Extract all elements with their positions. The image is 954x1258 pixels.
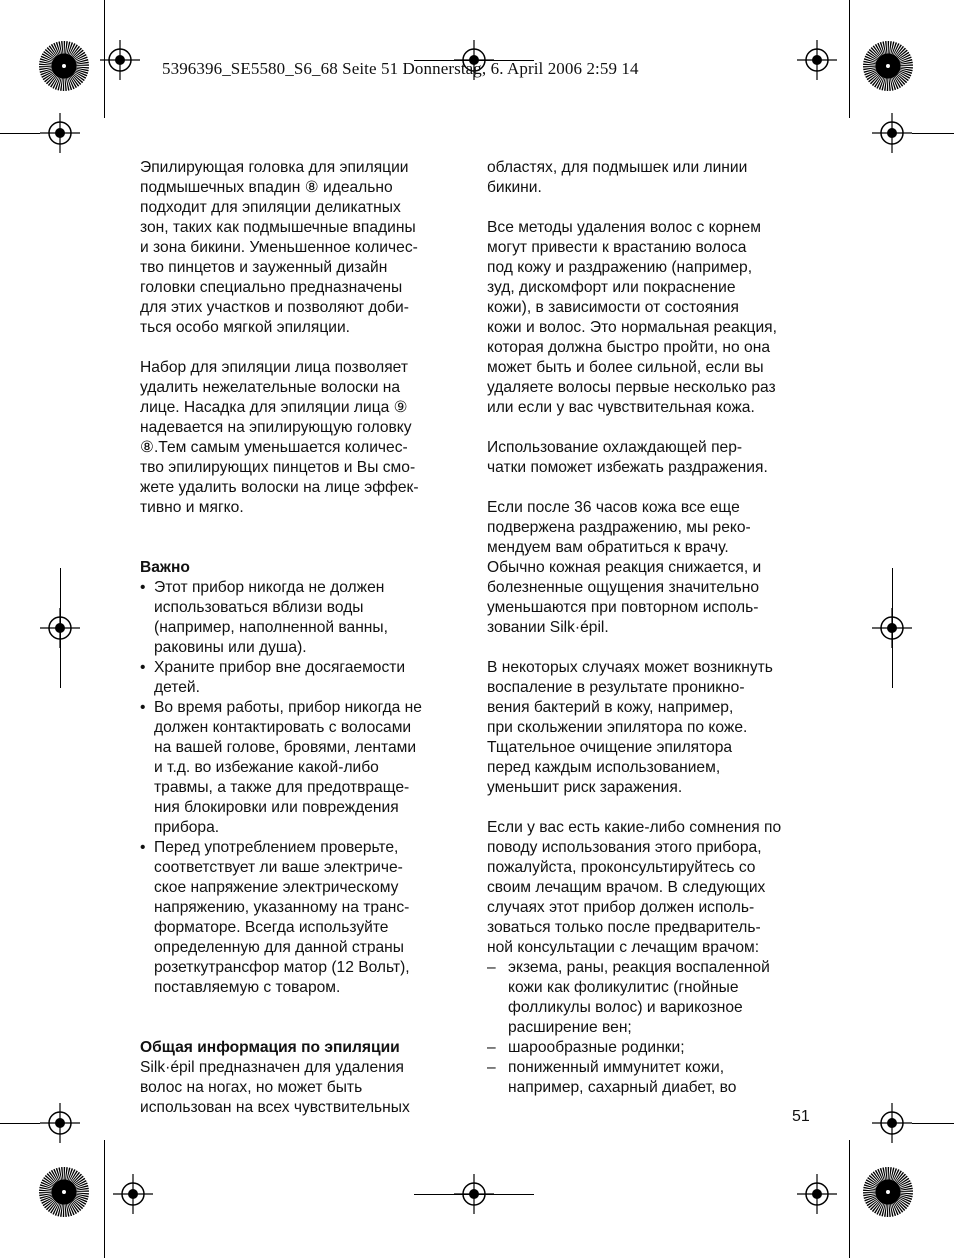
text-line: чатки поможет избежать раздражения. — [487, 459, 768, 476]
registration-mark-icon — [872, 608, 912, 648]
left-column — [140, 158, 465, 1138]
text-line: Если после 36 часов кожа все еще — [487, 499, 740, 516]
list-item — [140, 698, 465, 838]
text-line: пожалуйста, проконсультируйтесь со — [487, 859, 756, 876]
registration-mark-icon — [872, 1103, 912, 1143]
text-line: уменьшит риск заражения. — [487, 779, 683, 796]
paragraph-consultation — [487, 818, 817, 958]
text-line: удаляете волосы первые несколько раз — [487, 379, 776, 396]
text-line: жете удалить волоски на лице эффек- — [140, 479, 419, 496]
text-line: волос на ногах, но может быть — [140, 1079, 363, 1096]
text-line: Все методы удаления волос с корнем — [487, 219, 761, 236]
text-line: травмы, а также для предотвраще- — [154, 779, 410, 796]
text-line: ское напряжение электрическому — [154, 879, 399, 896]
list-item — [487, 1058, 817, 1098]
text-line: напряжению, указанному на транс- — [154, 899, 410, 916]
text-line: Silk·épil предназначен для удаления — [140, 1059, 404, 1076]
text-line: расширение вен; — [508, 1019, 632, 1036]
text-line: зон, таких как подмышечные впадины — [140, 219, 416, 236]
text-line: на вашей голове, бровями, лентами — [154, 739, 417, 756]
list-item — [487, 1038, 817, 1058]
trim-mark — [0, 133, 40, 134]
registration-mark-icon — [872, 113, 912, 153]
text-line: бикини. — [487, 179, 542, 196]
text-line: воспаление в результате проникно- — [487, 679, 745, 696]
text-line: экзема, раны, реакция воспаленной — [508, 959, 770, 976]
text-line: тво эпилирующих пинцетов и Вы смо- — [140, 459, 416, 476]
text-line: зуд, дискомфорт или покраснение — [487, 279, 736, 296]
registration-mark-icon — [454, 1174, 494, 1214]
text-line: пониженный иммунитет кожи, — [508, 1059, 725, 1076]
important-heading: Важно — [140, 559, 190, 576]
text-line: кожи и волос. Это нормальная реакция, — [487, 319, 777, 336]
text-line: Набор для эпиляции лица позволяет — [140, 359, 408, 376]
text-line: ться особо мягкой эпиляции. — [140, 319, 350, 336]
registration-mark-icon — [40, 608, 80, 648]
text-line: Обычно кожная реакция снижается, и — [487, 559, 762, 576]
text-line: вения бактерий в кожу, например, — [487, 699, 734, 716]
bullet-marker: • — [140, 659, 146, 676]
paragraph-face-set — [140, 358, 465, 518]
general-info-heading: Общая информация по эпиляции — [140, 1039, 400, 1056]
bullet-marker: • — [140, 839, 146, 856]
paragraph-inflammation — [487, 658, 817, 798]
starburst-mark-icon — [38, 40, 90, 92]
trim-mark — [0, 1123, 40, 1124]
text-line: прибора. — [154, 819, 220, 836]
text-line: болезненные ощущения значительно — [487, 579, 760, 596]
text-line: Эпилирующая головка для эпиляции — [140, 159, 409, 176]
text-line: удалить нежелательные волоски на — [140, 379, 401, 396]
text-line: использован на всех чувствительных — [140, 1099, 410, 1116]
dash-marker: – — [487, 959, 496, 976]
bullet-marker: • — [140, 579, 146, 596]
text-line: поводу использования этого прибора, — [487, 839, 762, 856]
text-line: шарообразные родинки; — [508, 1039, 685, 1056]
text-line: Храните прибор вне досягаемости — [154, 659, 406, 676]
text-line: Тщательное очищение эпилятора — [487, 739, 733, 756]
trim-mark — [912, 1123, 954, 1124]
text-line: надевается на эпилирующую головку — [140, 419, 412, 436]
text-line: раковины или душа). — [154, 639, 307, 656]
list-item — [140, 838, 465, 998]
starburst-mark-icon — [38, 1166, 90, 1218]
text-line: Перед употреблением проверьте, — [154, 839, 399, 856]
dash-marker: – — [487, 1059, 496, 1076]
text-line: фолликулы волос) и варикозное — [508, 999, 743, 1016]
bullet-marker: • — [140, 699, 146, 716]
paragraph-general-info — [140, 1058, 465, 1118]
contraindication-list — [487, 958, 817, 1098]
text-line: розеткутрансфор матор (12 Вольт), — [154, 959, 410, 976]
text-line: тивно и мягко. — [140, 499, 244, 516]
registration-mark-icon — [797, 1174, 837, 1214]
print-header: 5396396_SE5580_S6_68 Seite 51 Donnerstag, 6. April 2006 2:59 14 — [162, 59, 639, 78]
text-line: зовании Silk·épil. — [487, 619, 609, 636]
trim-mark — [849, 0, 850, 118]
text-line: своим лечащим врачом. В следующих — [487, 879, 766, 896]
text-line: подходит для эпиляции деликатных — [140, 199, 401, 216]
text-line: поставляемую с товаром. — [154, 979, 341, 996]
text-line: перед каждым использованием, — [487, 759, 721, 776]
text-line: Использование охлаждающей пер- — [487, 439, 743, 456]
starburst-mark-icon — [862, 1166, 914, 1218]
text-line: которая должна быстро пройти, но она — [487, 339, 771, 356]
text-line: областях, для подмышек или линии — [487, 159, 748, 176]
text-line: В некоторых случаях может возникнуть — [487, 659, 773, 676]
trim-mark — [912, 133, 954, 134]
text-line: тво пинцетов и зауженный дизайн — [140, 259, 388, 276]
list-item — [140, 578, 465, 658]
text-line: мендуем вам обратиться к врачу. — [487, 539, 729, 556]
paragraph-irritation — [487, 498, 817, 638]
text-line: подмышечных впадин ⑧ идеально — [140, 179, 393, 196]
registration-mark-icon — [40, 1103, 80, 1143]
paragraph-continuation — [487, 158, 817, 198]
page-number: 51 — [792, 1108, 810, 1125]
text-line: зоваться только после предваритель- — [487, 919, 761, 936]
list-item — [140, 658, 465, 698]
text-line: уменьшаются при повторном исполь- — [487, 599, 759, 616]
right-column — [487, 158, 817, 1098]
text-line: головки специально предназначены — [140, 279, 403, 296]
text-line: использоваться вблизи воды — [154, 599, 364, 616]
text-line: кожи), в зависимости от состояния — [487, 299, 739, 316]
list-item — [487, 958, 817, 1038]
text-line: например, сахарный диабет, во — [508, 1079, 737, 1096]
text-line: случаях этот прибор должен исполь- — [487, 899, 755, 916]
starburst-mark-icon — [862, 40, 914, 92]
text-line: форматоре. Всегда используйте — [154, 919, 389, 936]
text-line: (например, наполненной ванны, — [154, 619, 388, 636]
registration-mark-icon — [100, 40, 140, 80]
paragraph-underarm-head — [140, 158, 465, 338]
text-line: может быть и более сильной, если вы — [487, 359, 764, 376]
text-line: Этот прибор никогда не должен — [154, 579, 385, 596]
text-line: или если у вас чувствительная кожа. — [487, 399, 755, 416]
text-line: ния блокировки или повреждения — [154, 799, 399, 816]
dash-marker: – — [487, 1039, 496, 1056]
text-line: Во время работы, прибор никогда не — [154, 699, 422, 716]
paragraph-cooling-glove — [487, 438, 817, 478]
text-line: для этих участков и позволяют доби- — [140, 299, 409, 316]
text-line: могут привести к врастанию волоса — [487, 239, 747, 256]
text-line: при скольжении эпилятора по коже. — [487, 719, 748, 736]
text-line: и т.д. во избежание какой-либо — [154, 759, 379, 776]
text-line: ⑧.Тем самым уменьшается количес- — [140, 439, 408, 456]
text-line: определенную для данной страны — [154, 939, 404, 956]
text-line: Если у вас есть какие-либо сомнения по — [487, 819, 782, 836]
text-line: под кожу и раздражению (например, — [487, 259, 753, 276]
important-list — [140, 578, 465, 998]
text-line: детей. — [154, 679, 200, 696]
text-line: кожи как фоликулитис (гнойные — [508, 979, 739, 996]
text-line: и зона бикини. Уменьшенное количес- — [140, 239, 418, 256]
registration-mark-icon — [797, 40, 837, 80]
trim-mark — [849, 1140, 850, 1258]
text-line: ной консультации с лечащим врачом: — [487, 939, 760, 956]
paragraph-ingrown-hair — [487, 218, 817, 418]
registration-mark-icon — [40, 113, 80, 153]
text-line: соответствует ли ваше электриче- — [154, 859, 403, 876]
trim-mark — [104, 1140, 105, 1258]
registration-mark-icon — [113, 1174, 153, 1214]
text-line: должен контактировать с волосами — [154, 719, 412, 736]
text-line: лице. Насадка для эпиляции лица ⑨ — [140, 399, 408, 416]
text-line: подвержена раздражению, мы реко- — [487, 519, 751, 536]
